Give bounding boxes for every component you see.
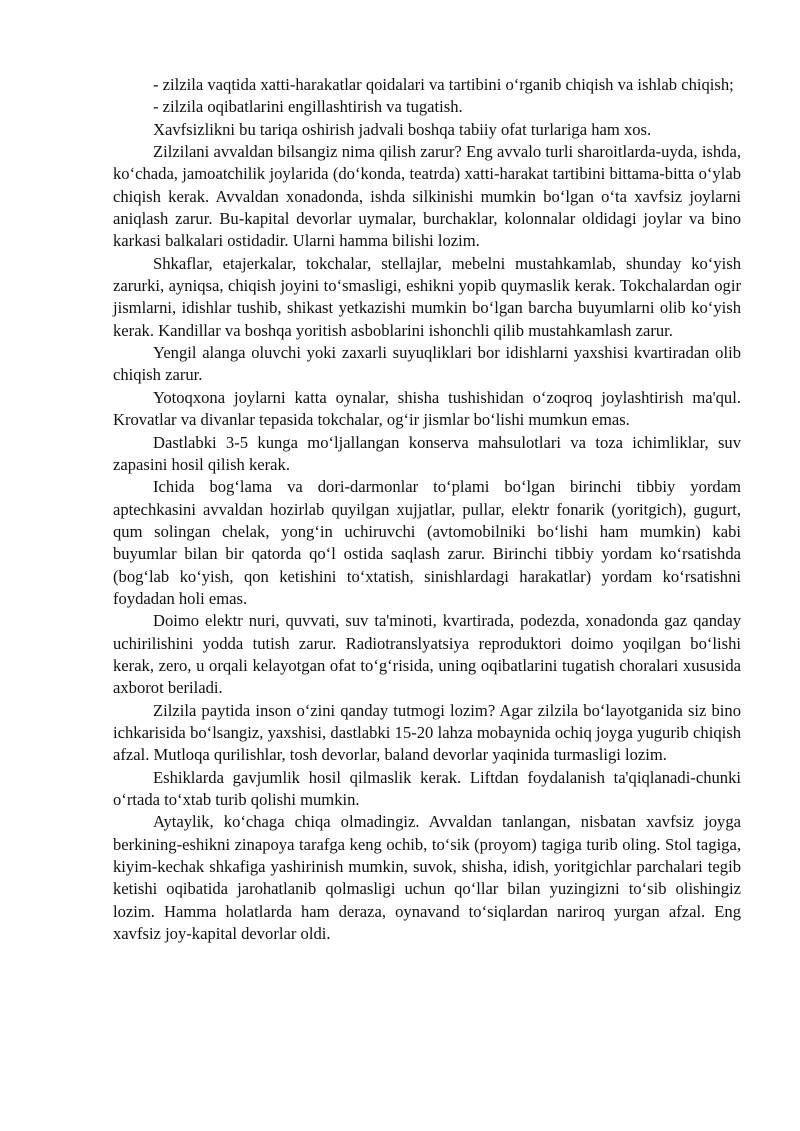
paragraph-flammable-liquids: Yengil alanga oluvchi yoki zaxarli suyuqliklari bor idishlarni yaxshisi kvartiradan olib chiqish zarur. [113, 343, 741, 385]
paragraph-first-aid-kit: Ichida bogʻlama va dori-darmonlar toʻplami boʻlgan birinchi tibbiy yordam aptechkasini avvaldan hozirlab quyilgan xujjatlar, pullar, elektr fonarik (yoritgich), gugurt, qum solingan chelak, yongʻin uchiruvchi (avtomobilniki boʻlishi ham mumkin) kabi buyumlar bilan bir qatorda qoʻl ostida saqlash zarur. Birinchi tibbiy yordam koʻrsatishda (bogʻlab koʻyish, qon ketishini toʻxtatish, sinishlardagi harakatlar) yordam koʻrsatishni foydadan holi emas. [113, 477, 741, 608]
document-page [113, 74, 741, 945]
paragraph-doors-lift: Eshiklarda gavjumlik hosil qilmaslik kerak. Liftdan foydalanish ta'qiqlanadi-chunki oʻrtada toʻxtab turib qolishi mumkin. [113, 767, 741, 809]
paragraph-utilities: Doimo elektr nuri, quvvati, suv ta'minoti, kvartirada, podezda, xonadonda gaz qanday uchirilishini yodda tutish zarur. Radiotranslyatsiya reproduktori doimo yoqilgan boʻlishi kerak, zero, u orqali kelayotgan ofat toʻgʻrisida, uning oqibatlarini tugatish choralari xususida axborot beriladi. [113, 611, 741, 698]
paragraph-bedroom: Yotoqxona joylarni katta oynalar, shisha tushishidan oʻzoqroq joylashtirish ma'qul. Krovatlar va divanlar tepasida tokchalar, ogʻir jismlar boʻlishi mumkun emas. [113, 387, 741, 430]
paragraph-list-item-2: - zilzila oqibatlarini engillashtirish va tugatish. [153, 97, 463, 117]
paragraph-advance-knowledge: Zilzilani avvaldan bilsangiz nima qilish zarur? Eng avvalo turli sharoitlarda-uyda, ishda, koʻchada, jamoatchilik joylarida (doʻkonda, teatrda) xatti-harakat tartibini bittama-bitta oʻylab chiqish kerak. Avvaldan xonadonda, ishda silkinishi mumkin boʻlgan oʻta xavfsiz joylarni aniqlash zarur. Bu-kapital devorlar uymalar, burchaklar, kolonnalar oldidagi joylar va bino karkasi balkalari ostidadir. Ularni hamma bilishi lozim. [113, 142, 741, 251]
paragraph-furniture: Shkaflar, etajerkalar, tokchalar, stellajlar, mebelni mustahkamlab, shunday koʻyish zarurki, ayniqsa, chiqish joyini toʻsmasligi, eshikni yopib quymaslik kerak. Tokchalardan ogir jismlarni, idishlar tushib, shikast yetkazishi mumkin boʻlgan barcha buyumlarni olib koʻyish kerak. Kandillar va boshqa yoritish asboblarini ishonchli qilib mustahkamlash zarur. [113, 253, 741, 340]
paragraph-shelter: Aytaylik, koʻchaga chiqa olmadingiz. Avvaldan tanlangan, nisbatan xavfsiz joyga berkining-eshikni zinapoya tarafga keng ochib, toʻsik (proyom) tagiga turib oling. Stol tagiga, kiyim-kechak shkafiga yashirinish mumkin, suvok, shisha, idish, yoritgichlar parchalari tegib ketishi oqibatida jarohatlanib qolmasligi uchun qoʻllar bilan yuzingizni toʻsib olishingiz lozim. Hamma holatlarda ham deraza, oynavand toʻsiqlardan nariroq yurgan afzal. Eng xavfsiz joy-kapital devorlar oldi. [113, 812, 741, 944]
paragraph-supplies: Dastlabki 3-5 kunga moʻljallangan konserva mahsulotlari va toza ichimliklar, suv zapasini hosil qilish kerak. [113, 432, 741, 474]
paragraph-list-item-1: - zilzila vaqtida xatti-harakatlar qoidalari va tartibini oʻrganib chiqish va ishlab chiqish; [153, 75, 734, 94]
paragraph-during-earthquake: Zilzila paytida inson oʻzini qanday tutmogi lozim? Agar zilzila boʻlayotganida siz bino ichkarisida boʻlsangiz, yaxshisi, dastlabki 15-20 lahza mobaynida ochiq joyga yugurib chiqish afzal. Mutloqa qurilishlar, tosh devorlar, baland devorlar yaqinida turmasligi lozim. [113, 700, 741, 765]
paragraph-hazard-schedule: Xavfsizlikni bu tariqa oshirish jadvali boshqa tabiiy ofat turlariga ham xos. [153, 119, 652, 139]
